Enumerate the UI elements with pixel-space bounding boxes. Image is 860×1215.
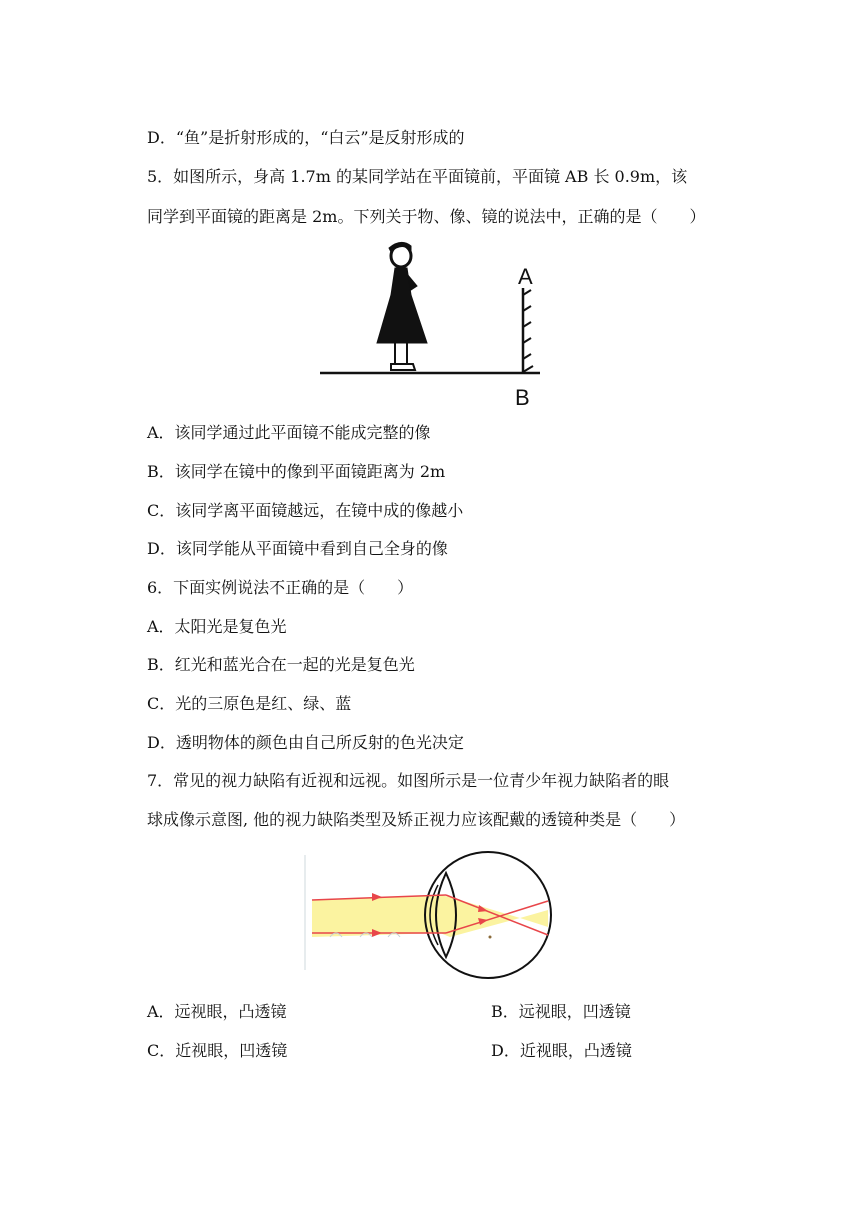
- student-figure: [377, 242, 427, 370]
- q7-option-c: C．近视眼，凹透镜: [147, 1041, 288, 1060]
- q5-option-b: B．该同学在镜中的像到平面镜距离为 2m: [147, 462, 446, 481]
- q5-stem-line2: 同学到平面镜的距离是 2m。下列关于物、像、镜的说法中，正确的是（ ）: [147, 207, 706, 226]
- mirror-label-b: B: [515, 385, 530, 410]
- q6-option-d: D．透明物体的颜色由自己所反射的色光决定: [147, 733, 464, 752]
- q6-stem: 6．下面实例说法不正确的是（ ）: [147, 578, 414, 597]
- mirror-hatching: [523, 290, 533, 372]
- q5-option-a: A．该同学通过此平面镜不能成完整的像: [147, 423, 431, 442]
- q5-option-c: C．该同学离平面镜越远，在镜中成的像越小: [147, 501, 464, 520]
- q7-stem-line2: 球成像示意图, 他的视力缺陷类型及矫正视力应该配戴的透镜种类是（ ）: [147, 810, 686, 829]
- q7-option-d: D．近视眼，凸透镜: [491, 1041, 632, 1060]
- q7-option-a: A．远视眼，凸透镜: [147, 1002, 287, 1021]
- q7-stem-line1: 7．常见的视力缺陷有近视和远视。如图所示是一位青少年视力缺陷者的眼: [147, 771, 670, 790]
- q5-option-d: D．该同学能从平面镜中看到自己全身的像: [147, 539, 448, 558]
- q5-stem-line1: 5．如图所示，身高 1.7m 的某同学站在平面镜前，平面镜 AB 长 0.9m，该: [147, 167, 688, 186]
- q6-option-b: B．红光和蓝光合在一起的光是复色光: [147, 655, 415, 674]
- q5-mirror-figure: [315, 240, 550, 410]
- q4-option-d: D．“鱼”是折射形成的，“白云”是反射形成的: [147, 128, 465, 147]
- q7-option-b: B．远视眼，凹透镜: [491, 1002, 631, 1021]
- q7-eye-figure: [300, 845, 565, 985]
- q6-option-c: C．光的三原色是红、绿、蓝: [147, 694, 352, 713]
- q6-option-a: A．太阳光是复色光: [147, 617, 287, 636]
- mirror-label-a: A: [518, 264, 533, 289]
